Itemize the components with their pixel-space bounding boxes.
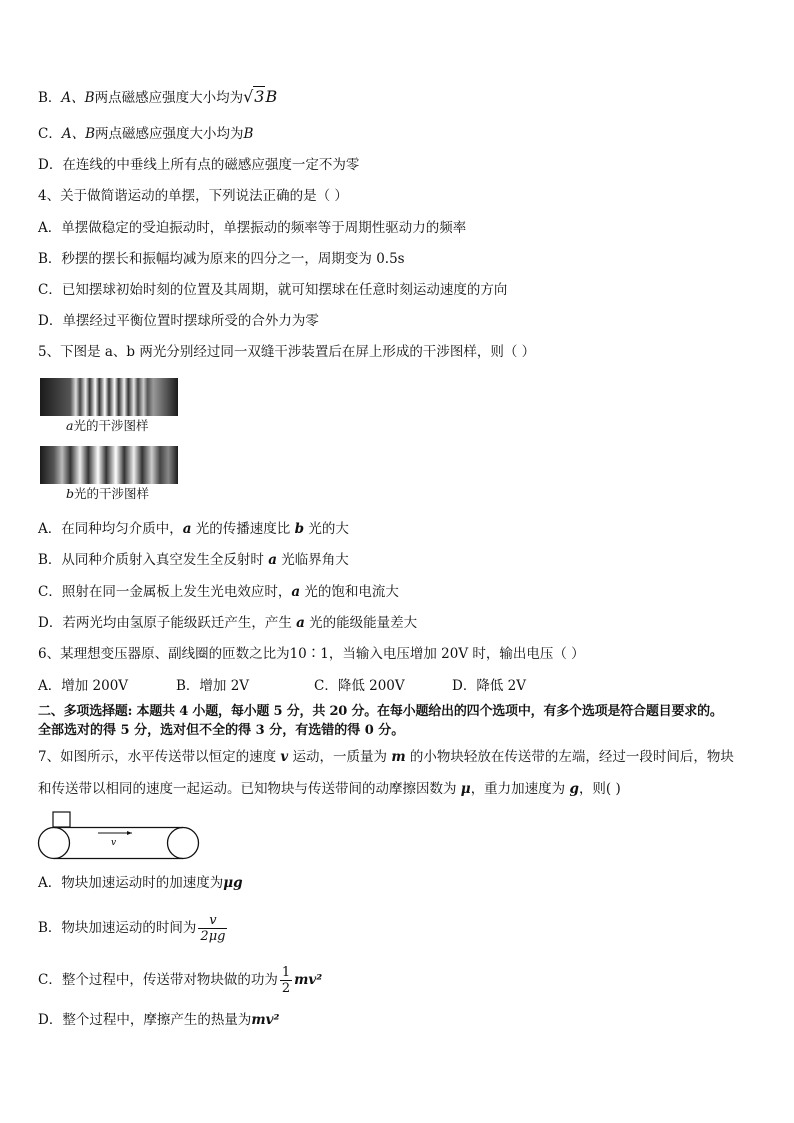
stem-text: 的小物块轻放在传送带的左端，经过一段时间后，物块: [405, 749, 734, 765]
q7-option-a: [38, 874, 764, 892]
points-label: A、B: [61, 126, 96, 142]
stem-text: 运动，一质量为: [288, 749, 392, 765]
q6-option-d: D．降低 2V: [452, 678, 526, 694]
right-pulley: [168, 828, 199, 859]
option-text: A．物块加速运动时的加速度为: [38, 875, 224, 891]
denominator: 2μg: [200, 929, 226, 944]
numerator: 1: [281, 965, 291, 980]
left-pulley: [39, 828, 70, 859]
q5-option-b: [38, 551, 764, 569]
q4-option-c: C．已知摆球初始时刻的位置及其周期，就可知摆球在任意时刻运动速度的方向: [38, 282, 508, 298]
q7-option-d: [38, 1011, 764, 1029]
variable-a: a: [182, 521, 192, 537]
q6-options: [38, 677, 764, 695]
option-text: C．照射在同一金属板上发生光电效应时，: [38, 584, 292, 600]
stem-text: ，则( ): [578, 781, 621, 797]
points-label: A、B: [61, 90, 95, 106]
fringe-a-svg: [40, 378, 178, 416]
option-text: A．在同种均匀介质中，: [38, 521, 183, 537]
variable-g: g: [569, 781, 579, 797]
q6-stem: [38, 645, 764, 663]
option-text: B．从同种介质射入真空发生全反射时: [38, 552, 269, 568]
option-text: 光的传播速度比: [191, 521, 295, 537]
stem-text: 和传送带以相同的速度一起运动。已知物块与传送带间的动摩擦因数为: [38, 781, 461, 797]
variable-b: B: [243, 126, 254, 142]
q5-option-d: [38, 614, 764, 632]
caption-b: [66, 486, 149, 502]
fringe-pattern-a: [40, 378, 178, 416]
q3-option-d: D．在连线的中垂线上所有点的磁感应强度一定不为零: [38, 157, 360, 173]
option-text: D．若两光均由氢原子能级跃迁产生，产生: [38, 615, 297, 631]
option-text: 两点磁感应强度大小均为: [95, 126, 244, 142]
q6-option-b: B．增加 2V: [176, 678, 250, 694]
variable-a: a: [268, 552, 277, 568]
option-text: 两点磁感应强度大小均为: [94, 90, 244, 106]
radicand: 3: [254, 87, 265, 106]
option-text: 光的能级能量差大: [304, 615, 418, 631]
caption-a: [66, 418, 148, 434]
caption-text: 光的干涉图样: [73, 418, 149, 433]
option-prefix: B．: [38, 90, 62, 106]
variable-b: b: [294, 521, 305, 537]
option-text: D．整个过程中，摩擦产生的热量为: [38, 1012, 252, 1028]
option-prefix: C．: [38, 126, 62, 142]
q7-stem-line2: [38, 780, 764, 798]
caption-text: 光的干涉图样: [74, 486, 150, 501]
q6-option-a: A．增加 200V: [38, 678, 129, 694]
fringe-pattern-b: [40, 446, 178, 484]
variable-mu: μ: [460, 781, 471, 797]
q5-option-c: [38, 583, 764, 601]
q4-option-b: B．秒摆的摆长和振幅均减为原来的四分之一，周期变为 0.5s: [38, 251, 405, 267]
q7-option-c: [38, 963, 764, 997]
option-text: 光临界角大: [276, 552, 349, 568]
q7-stem-line1: [38, 748, 764, 766]
q3-option-c: [38, 125, 764, 143]
fraction-v-over-2mug: [198, 913, 227, 944]
stem-text: 6、某理想变压器原、副线圈的匝数之比为: [38, 646, 290, 662]
option-text: C．整个过程中，传送带对物块做的功为: [38, 972, 278, 988]
fringe-b-svg: [40, 446, 178, 484]
expression-mv2: mv²: [251, 1012, 280, 1028]
variable-v: v: [280, 749, 289, 765]
q3-option-b: [38, 88, 764, 107]
option-text: 光的饱和电流大: [300, 584, 399, 600]
velocity-label: v: [111, 838, 117, 848]
expression-mv2: mv²: [294, 972, 323, 988]
sqrt-expression: √3B: [243, 87, 278, 106]
turns-ratio: 10∶1: [289, 646, 329, 662]
q4-option-a: A．单摆做稳定的受迫振动时，单摆振动的频率等于周期性驱动力的频率: [38, 220, 467, 236]
velocity-arrowhead: [127, 831, 132, 835]
section2-line2: 全部选对的得 5 分，选对但不全的得 3 分，有选错的得 0 分。: [38, 723, 405, 738]
conveyor-belt-diagram: [36, 811, 204, 861]
caption-letter: a: [66, 418, 74, 433]
option-text: B．物块加速运动的时间为: [38, 920, 197, 936]
denominator: 2: [281, 981, 291, 996]
fraction-one-half: [280, 965, 292, 996]
block: [53, 812, 70, 827]
variable-a: a: [291, 584, 301, 600]
q5-option-a: [38, 520, 764, 538]
stem-text: 7、如图所示，水平传送带以恒定的速度: [38, 749, 281, 765]
variable-b: B: [265, 87, 278, 106]
stem-text: ，重力加速度为: [470, 781, 570, 797]
q7-option-b: [38, 911, 764, 945]
stem-text: ，当输入电压增加 20V 时，输出电压（ ）: [328, 646, 585, 662]
section2-line1: 二、多项选择题: 本题共 4 小题，每小题 5 分，共 20 分。在每小题给出的四个选项中，有多个选项是符合题目要求的。: [38, 704, 723, 719]
q4-option-d: D．单摆经过平衡位置时摆球所受的合外力为零: [38, 313, 319, 329]
q6-option-c: C．降低 200V: [314, 678, 405, 694]
variable-a: a: [296, 615, 305, 631]
expression-mu-g: μg: [223, 875, 243, 891]
option-text: 光的大: [304, 521, 349, 537]
numerator: v: [198, 913, 227, 929]
caption-letter: b: [66, 486, 75, 501]
q5-stem: 5、下图是 a、b 两光分别经过同一双缝干涉装置后在屏上形成的干涉图样，则（ ）: [38, 344, 536, 360]
q4-stem: 4、关于做简谐运动的单摆，下列说法正确的是（ ）: [38, 188, 348, 204]
variable-m: m: [391, 749, 406, 765]
